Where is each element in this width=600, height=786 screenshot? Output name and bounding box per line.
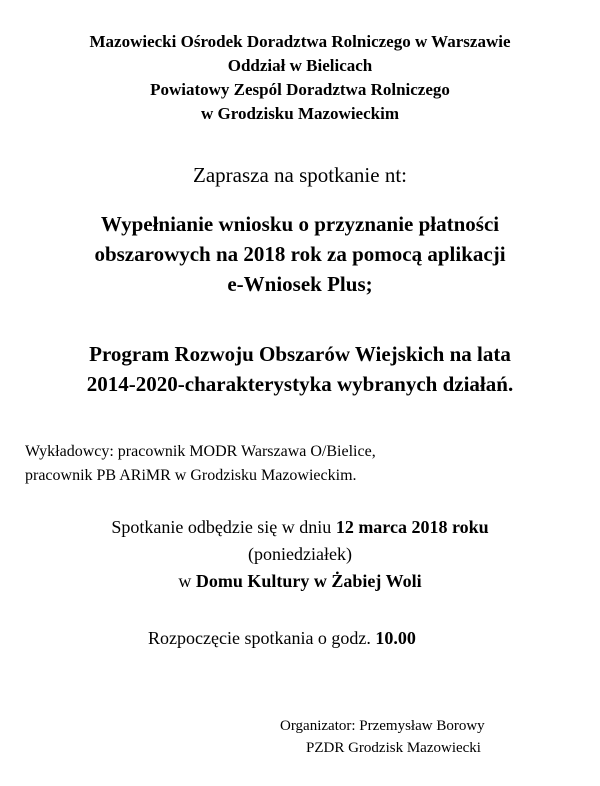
- invitation-text: Zaprasza na spotkanie nt:: [193, 163, 407, 187]
- header-line-1: Mazowiecki Ośrodek Doradztwa Rolniczego w Warszawie: [89, 32, 511, 51]
- meeting-date-line: [0, 514, 600, 541]
- topic-2: [0, 339, 600, 399]
- topic-2-line-1: Program Rozwoju Obszarów Wiejskich na lata: [89, 342, 511, 366]
- lecturers-info: [25, 440, 585, 488]
- organization-header: [0, 30, 600, 126]
- header-line-3: Powiatowy Zespól Doradztwa Rolniczego: [150, 80, 450, 99]
- topic-2-line-2: 2014-2020-charakterystyka wybranych działań.: [86, 372, 514, 396]
- start-time-prefix: Rozpoczęcie spotkania o godz.: [148, 628, 376, 648]
- topic-1-line-3: e-Wniosek Plus;: [227, 272, 373, 296]
- organizer-signature: [280, 715, 485, 759]
- organizer-line-2: PZDR Grodzisk Mazowiecki: [306, 740, 481, 756]
- meeting-date: 12 marca 2018 roku: [335, 517, 489, 537]
- topic-1: [0, 209, 600, 299]
- meeting-place-prefix: w: [178, 571, 196, 591]
- header-line-4: w Grodzisku Mazowieckim: [200, 104, 399, 123]
- meeting-weekday: (poniedziałek): [248, 544, 352, 564]
- organizer-line-1: Organizator: Przemysław Borowy: [280, 718, 485, 734]
- topic-1-line-2: obszarowych na 2018 rok za pomocą aplikacji: [94, 242, 506, 266]
- meeting-place: Domu Kultury w Żabiej Woli: [195, 571, 422, 591]
- start-time: 10.00: [375, 628, 416, 648]
- meeting-details: [0, 514, 600, 595]
- meeting-place-line: [0, 568, 600, 595]
- header-line-2: Oddział w Bielicach: [227, 56, 373, 75]
- topic-1-line-1: Wypełnianie wniosku o przyznanie płatności: [100, 212, 500, 236]
- lecturers-line-1: Wykładowcy: pracownik MODR Warszawa O/Bielice,: [25, 443, 376, 460]
- meeting-date-prefix: Spotkanie odbędzie się w dniu: [111, 517, 336, 537]
- start-time-line: [148, 625, 416, 651]
- lecturers-line-2: pracownik PB ARiMR w Grodzisku Mazowieckim.: [25, 467, 357, 484]
